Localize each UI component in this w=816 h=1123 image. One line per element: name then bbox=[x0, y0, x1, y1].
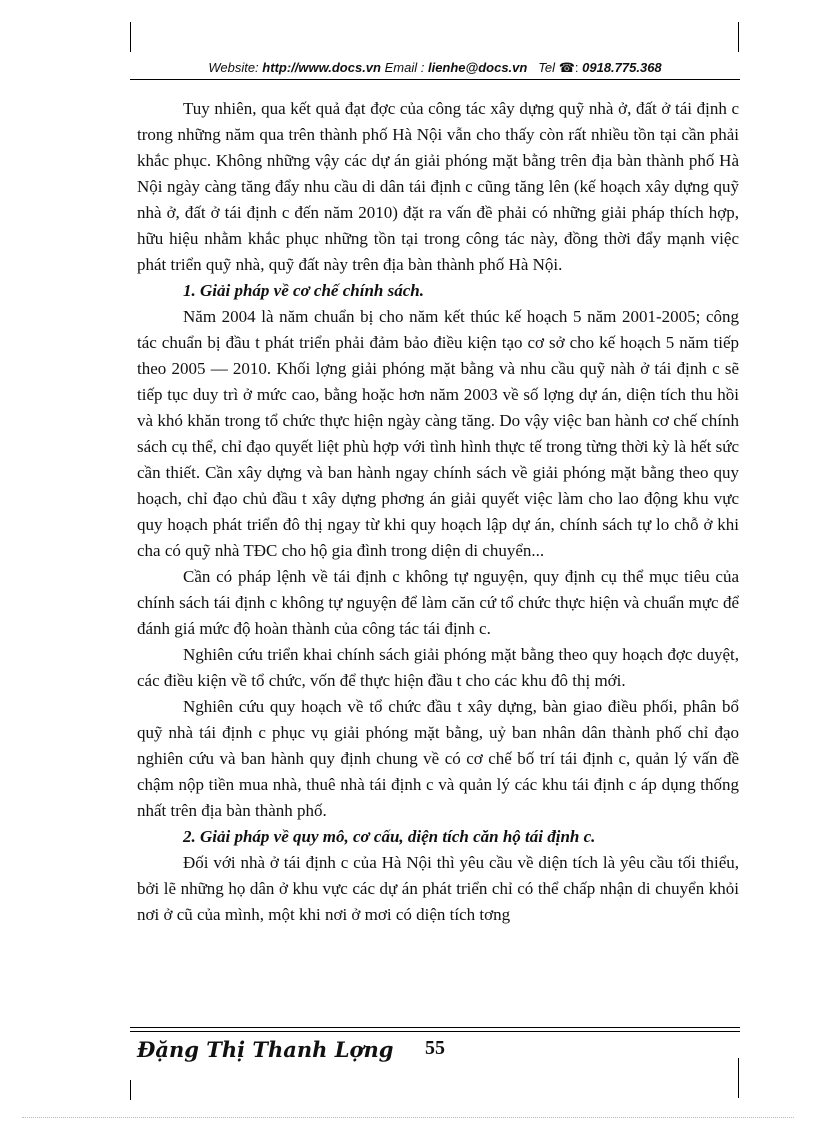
website-url[interactable]: http://www.docs.vn bbox=[262, 60, 381, 75]
section-heading: 1. Giải pháp về cơ chế chính sách. bbox=[183, 281, 424, 300]
paragraph: Đối với nhà ở tái định c của Hà Nội thì yêu cầu về diện tích là yêu cầu tối thiểu, bởi lẽ những họ dân ở khu vực các dự án phát triển chỉ có thể chấp nhận di chuyển khỏi nơi ở cũ của mình, một khi nơi ở mơi có diện tích tơng bbox=[137, 853, 739, 924]
page-header bbox=[130, 60, 740, 76]
footer-rule bbox=[130, 1027, 740, 1028]
crop-mark bbox=[130, 1080, 131, 1100]
document-body bbox=[137, 96, 739, 928]
email-address[interactable]: lienhe@docs.vn bbox=[427, 60, 528, 75]
author-name: Đặng Thị Thanh Lợng bbox=[137, 1037, 394, 1062]
page-number: 55 bbox=[425, 1037, 445, 1059]
phone-number: 0918.775.368 bbox=[582, 60, 662, 75]
section-heading: 2. Giải pháp về quy mô, cơ cấu, diện tích căn hộ tái định c. bbox=[183, 827, 596, 846]
paragraph: Cần có pháp lệnh về tái định c không tự nguyện, quy định cụ thể mục tiêu của chính sách tái định c không tự nguyện để làm căn cứ tổ chức thực hiện và chuẩn mực để đánh giá mức độ hoàn thành của công tác tái định c. bbox=[137, 567, 739, 638]
crop-mark bbox=[738, 1058, 739, 1098]
paragraph: Nghiên cứu triển khai chính sách giải phóng mặt bằng theo quy hoạch đợc duyệt, các điều kiện về tổ chức, vốn để thực hiện đầu t cho các khu đô thị mới. bbox=[137, 645, 739, 690]
email-label: Email : bbox=[384, 60, 425, 75]
website-label: Website: bbox=[208, 60, 259, 75]
header-rule bbox=[130, 79, 740, 80]
crop-mark bbox=[738, 22, 739, 52]
tel-label: Tel bbox=[538, 60, 556, 75]
phone-icon: ☎: bbox=[558, 60, 579, 75]
footer-rule-secondary bbox=[130, 1031, 740, 1032]
bottom-dotted-line bbox=[22, 1117, 794, 1118]
crop-mark bbox=[130, 22, 131, 52]
paragraph: Nghiên cứu quy hoạch về tổ chức đầu t xây dựng, bàn giao điều phối, phân bổ quỹ nhà tái định c phục vụ giải phóng mặt bằng, uỷ ban nhân dân thành phố chỉ đạo nghiên cứu và ban hành quy định chung về có cơ chế bố trí tái định c, quản lý vấn đề chậm nộp tiền mua nhà, thuê nhà tái định c và quản lý các khu tái định c áp dụng thống nhất trên địa bàn thành phố. bbox=[137, 697, 739, 820]
paragraph: Tuy nhiên, qua kết quả đạt đợc của công tác xây dựng quỹ nhà ở, đất ở tái định c trong những năm qua trên thành phố Hà Nội vẫn cho thấy còn rất nhiều tồn tại cần phải khắc phục. Không những vậy các dự án giải phóng mặt bằng trên địa bàn thành phố Hà Nội ngày càng tăng đẩy nhu cầu di dân tái định c cũng tăng lên (kế hoạch xây dựng quỹ nhà ở, đất ở tái định c đến năm 2010) đặt ra vấn đề phải có những giải pháp thích hợp, hữu hiệu nhằm khắc phục những tồn tại trong công tác này, đồng thời đẩy mạnh việc phát triển quỹ nhà, quỹ đất này trên địa bàn thành phố Hà Nội. bbox=[137, 99, 739, 274]
paragraph: Năm 2004 là năm chuẩn bị cho năm kết thúc kế hoạch 5 năm 2001-2005; công tác chuẩn bị đầu t phát triển phải đảm bảo điều kiện tạo cơ sở cho kế hoạch 5 năm tiếp theo 2005 — 2010. Khối lợng giải phóng mặt bằng và nhu cầu quỹ nàh ở tái định c sẽ tiếp tục duy trì ở mức cao, bằng hoặc hơn năm 2003 về số lợng dự án, diện tích thu hồi và khó khăn trong tổ chức thực hiện ngày càng tăng. Do vậy việc ban hành cơ chế chính sách cụ thể, chỉ đạo quyết liệt phù hợp với tình hình thực tế trong từng thời kỳ là hết sức cần thiết. Cần xây dựng và ban hành ngay chính sách về giải phóng mặt bằng theo quy hoạch, chỉ đạo chủ đầu t xây dựng phơng án giải quyết việc làm cho lao động khu vực quy hoạch phát triển đô thị ngay từ khi quy hoạch lập dự án, chính sách tự lo chỗ ở khi cha có quỹ nhà TĐC cho hộ gia đình trong diện di chuyển... bbox=[137, 307, 739, 560]
